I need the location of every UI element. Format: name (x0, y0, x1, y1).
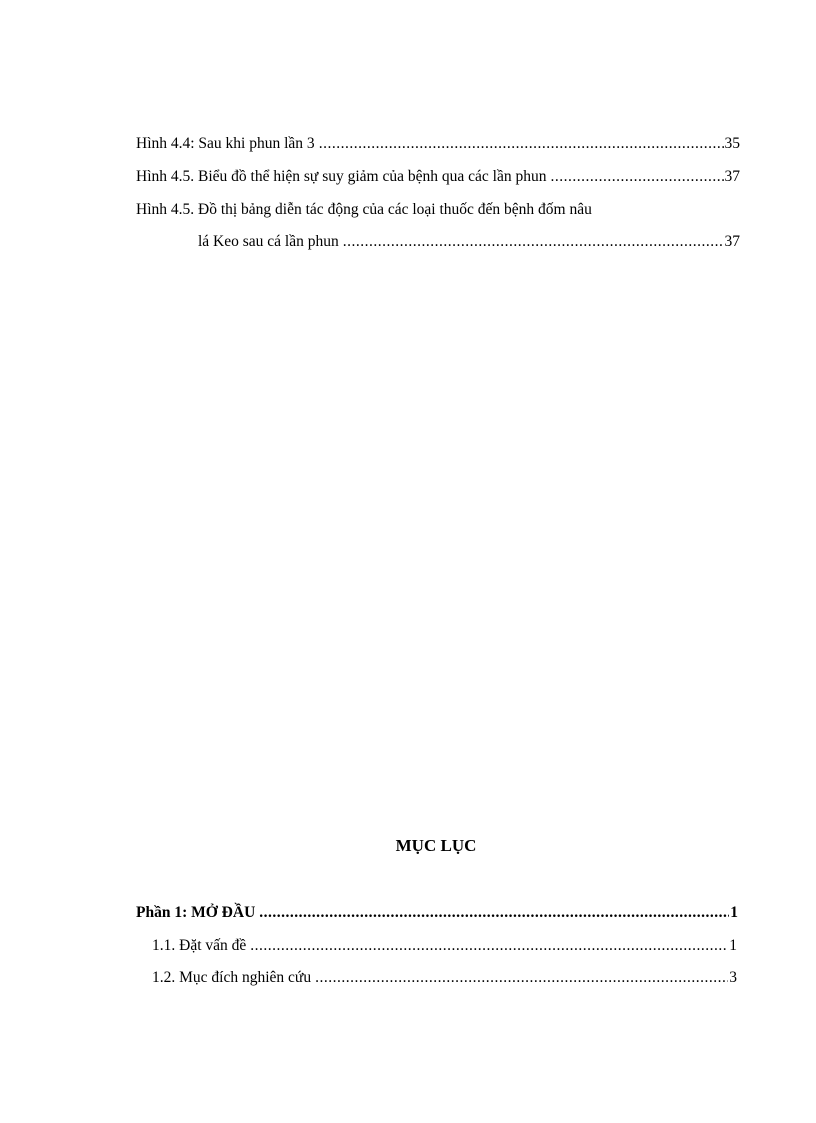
figure-entry-label: Hình 4.4: Sau khi phun lần 3 (136, 135, 315, 152)
figure-entry-page: 37 (724, 233, 740, 250)
figure-entry-label-line2: lá Keo sau cá lần phun (198, 233, 339, 250)
toc-entry (152, 968, 737, 988)
figure-entry (136, 167, 740, 187)
toc-entry-label: 1.1. Đặt vấn đề (152, 937, 247, 954)
dot-leader (550, 167, 723, 187)
figure-entry-page: 37 (724, 168, 740, 185)
toc-entry-label: 1.2. Mục đích nghiên cứu (152, 969, 312, 986)
toc-entry-page: 1 (730, 904, 738, 921)
figure-entry (136, 134, 740, 154)
figure-entry-page: 35 (724, 135, 740, 152)
dot-leader (250, 936, 728, 956)
dot-leader (343, 232, 724, 252)
figure-entry-label-line1: Hình 4.5. Đồ thị bảng diễn tác động của các loại thuốc đến bệnh đốm nâu (136, 201, 592, 218)
figure-entry (198, 232, 740, 252)
toc-entry (152, 936, 737, 956)
dot-leader (315, 968, 728, 988)
toc-title: MỤC LỤC (395, 836, 477, 855)
dot-leader (319, 134, 724, 154)
toc-entry-page: 3 (729, 969, 737, 986)
toc-entry-page: 1 (729, 937, 737, 954)
toc-entry-label: Phần 1: MỞ ĐẦU (136, 904, 256, 921)
figure-entry-label: Hình 4.5. Biểu đồ thể hiện sự suy giảm của bệnh qua các lần phun (136, 168, 547, 185)
dot-leader (259, 903, 729, 923)
toc-entry (136, 903, 738, 923)
